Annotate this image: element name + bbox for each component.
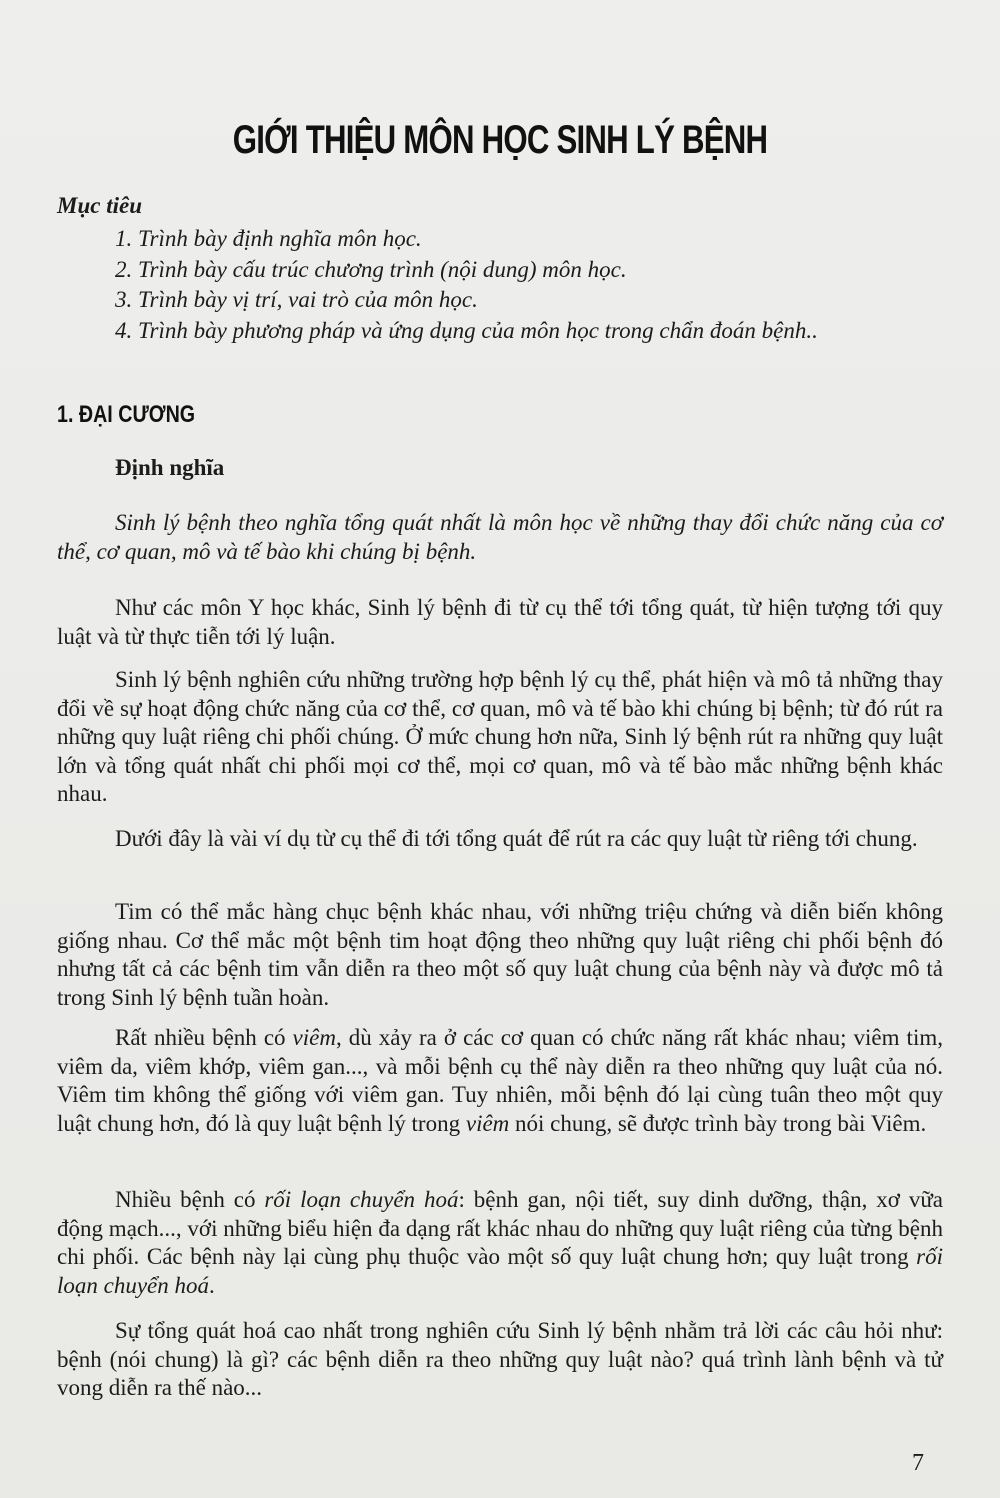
paragraph: Dưới đây là vài ví dụ từ cụ thể đi tới tổng quát để rút ra các quy luật từ riêng tới chung. [115,826,918,851]
text-run: . [209,1272,215,1298]
paragraph [57,1186,943,1300]
objectives-list [115,224,818,346]
paragraph [57,1024,943,1138]
italic-term: viêm [465,1110,510,1136]
paragraph: Như các môn Y học khác, Sinh lý bệnh đi từ cụ thể tới tổng quát, từ hiện tượng tới quy luật và từ thực tiễn tới lý luận. [57,595,943,649]
section-heading: 1. ĐẠI CƯƠNG [57,401,196,428]
italic-term: rối loạn chuyển hoá [57,1244,943,1298]
text-run: : bệnh gan, nội tiết, suy dinh dưỡng, thận, xơ vữa động mạch..., với những biểu hiện đa dạng rất khác nhau do những quy luật riêng của từng bệnh chi phối. Các bệnh này lại cùng phụ thuộc vào một số quy luật chung hơn; quy luật trong [57,1187,943,1269]
italic-term: rối loạn chuyển hoá [264,1187,459,1212]
objective-item: 2. Trình bày cấu trúc chương trình (nội dung) môn học. [115,256,627,282]
page-title: GIỚI THIỆU MÔN HỌC SINH LÝ BỆNH [232,118,768,162]
definition-heading: Định nghĩa [115,455,225,480]
objective-item: 3. Trình bày vị trí, vai trò của môn học. [115,287,478,312]
definition-paragraph: Sinh lý bệnh theo nghĩa tổng quát nhất là môn học về những thay đổi chức năng của cơ thể, cơ quan, mô và tế bào khi chúng bị bệnh. [57,510,943,564]
italic-term: viêm [292,1025,336,1050]
text-run: Nhiều bệnh có [115,1187,265,1212]
paragraph: Sự tổng quát hoá cao nhất trong nghiên cứu Sinh lý bệnh nhằm trả lời các câu hỏi như: bệnh (nói chung) là gì? các bệnh diễn ra theo những quy luật nào? quá trình lành bệnh và tử vong diễn ra thế nào... [57,1318,943,1400]
page-number: 7 [912,1450,924,1476]
text-run: , dù xảy ra ở các cơ quan có chức năng rất khác nhau; viêm tim, viêm da, viêm khớp, viêm gan..., và mỗi bệnh cụ thể này diễn ra theo những quy luật của nó. Viêm tim không thể giống với viêm gan. Tuy nhiên, mỗi bệnh đó lại cùng tuân theo một quy luật chung hơn, đó là quy luật bệnh lý trong [57,1025,943,1136]
text-run: Rất nhiều bệnh có [115,1025,293,1050]
paragraph: Tim có thể mắc hàng chục bệnh khác nhau, với những triệu chứng và diễn biến không giống nhau. Cơ thể mắc một bệnh tim hoạt động theo những quy luật riêng chi phối bệnh đó nhưng tất cả các bệnh tim vẫn diễn ra theo một số quy luật chung của bệnh này và được mô tả trong Sinh lý bệnh tuần hoàn. [57,899,943,1010]
paragraph: Sinh lý bệnh nghiên cứu những trường hợp bệnh lý cụ thể, phát hiện và mô tả những thay đổi về sự hoạt động chức năng của cơ thể, cơ quan, mô và tế bào khi chúng bị bệnh; từ đó rút ra những quy luật riêng chi phối chúng. Ở mức chung hơn nữa, Sinh lý bệnh rút ra những quy luật lớn và tổng quát nhất chi phối mọi cơ thể, mọi cơ quan, mô và tế bào mắc những bệnh khác nhau. [57,667,943,806]
objectives-heading: Mục tiêu [57,193,142,218]
objective-item: 1. Trình bày định nghĩa môn học. [115,226,422,251]
objective-item: 4. Trình bày phương pháp và ứng dụng của môn học trong chẩn đoán bệnh.. [115,317,818,343]
text-run: nói chung, sẽ được trình bày trong bài Viêm. [509,1110,927,1136]
